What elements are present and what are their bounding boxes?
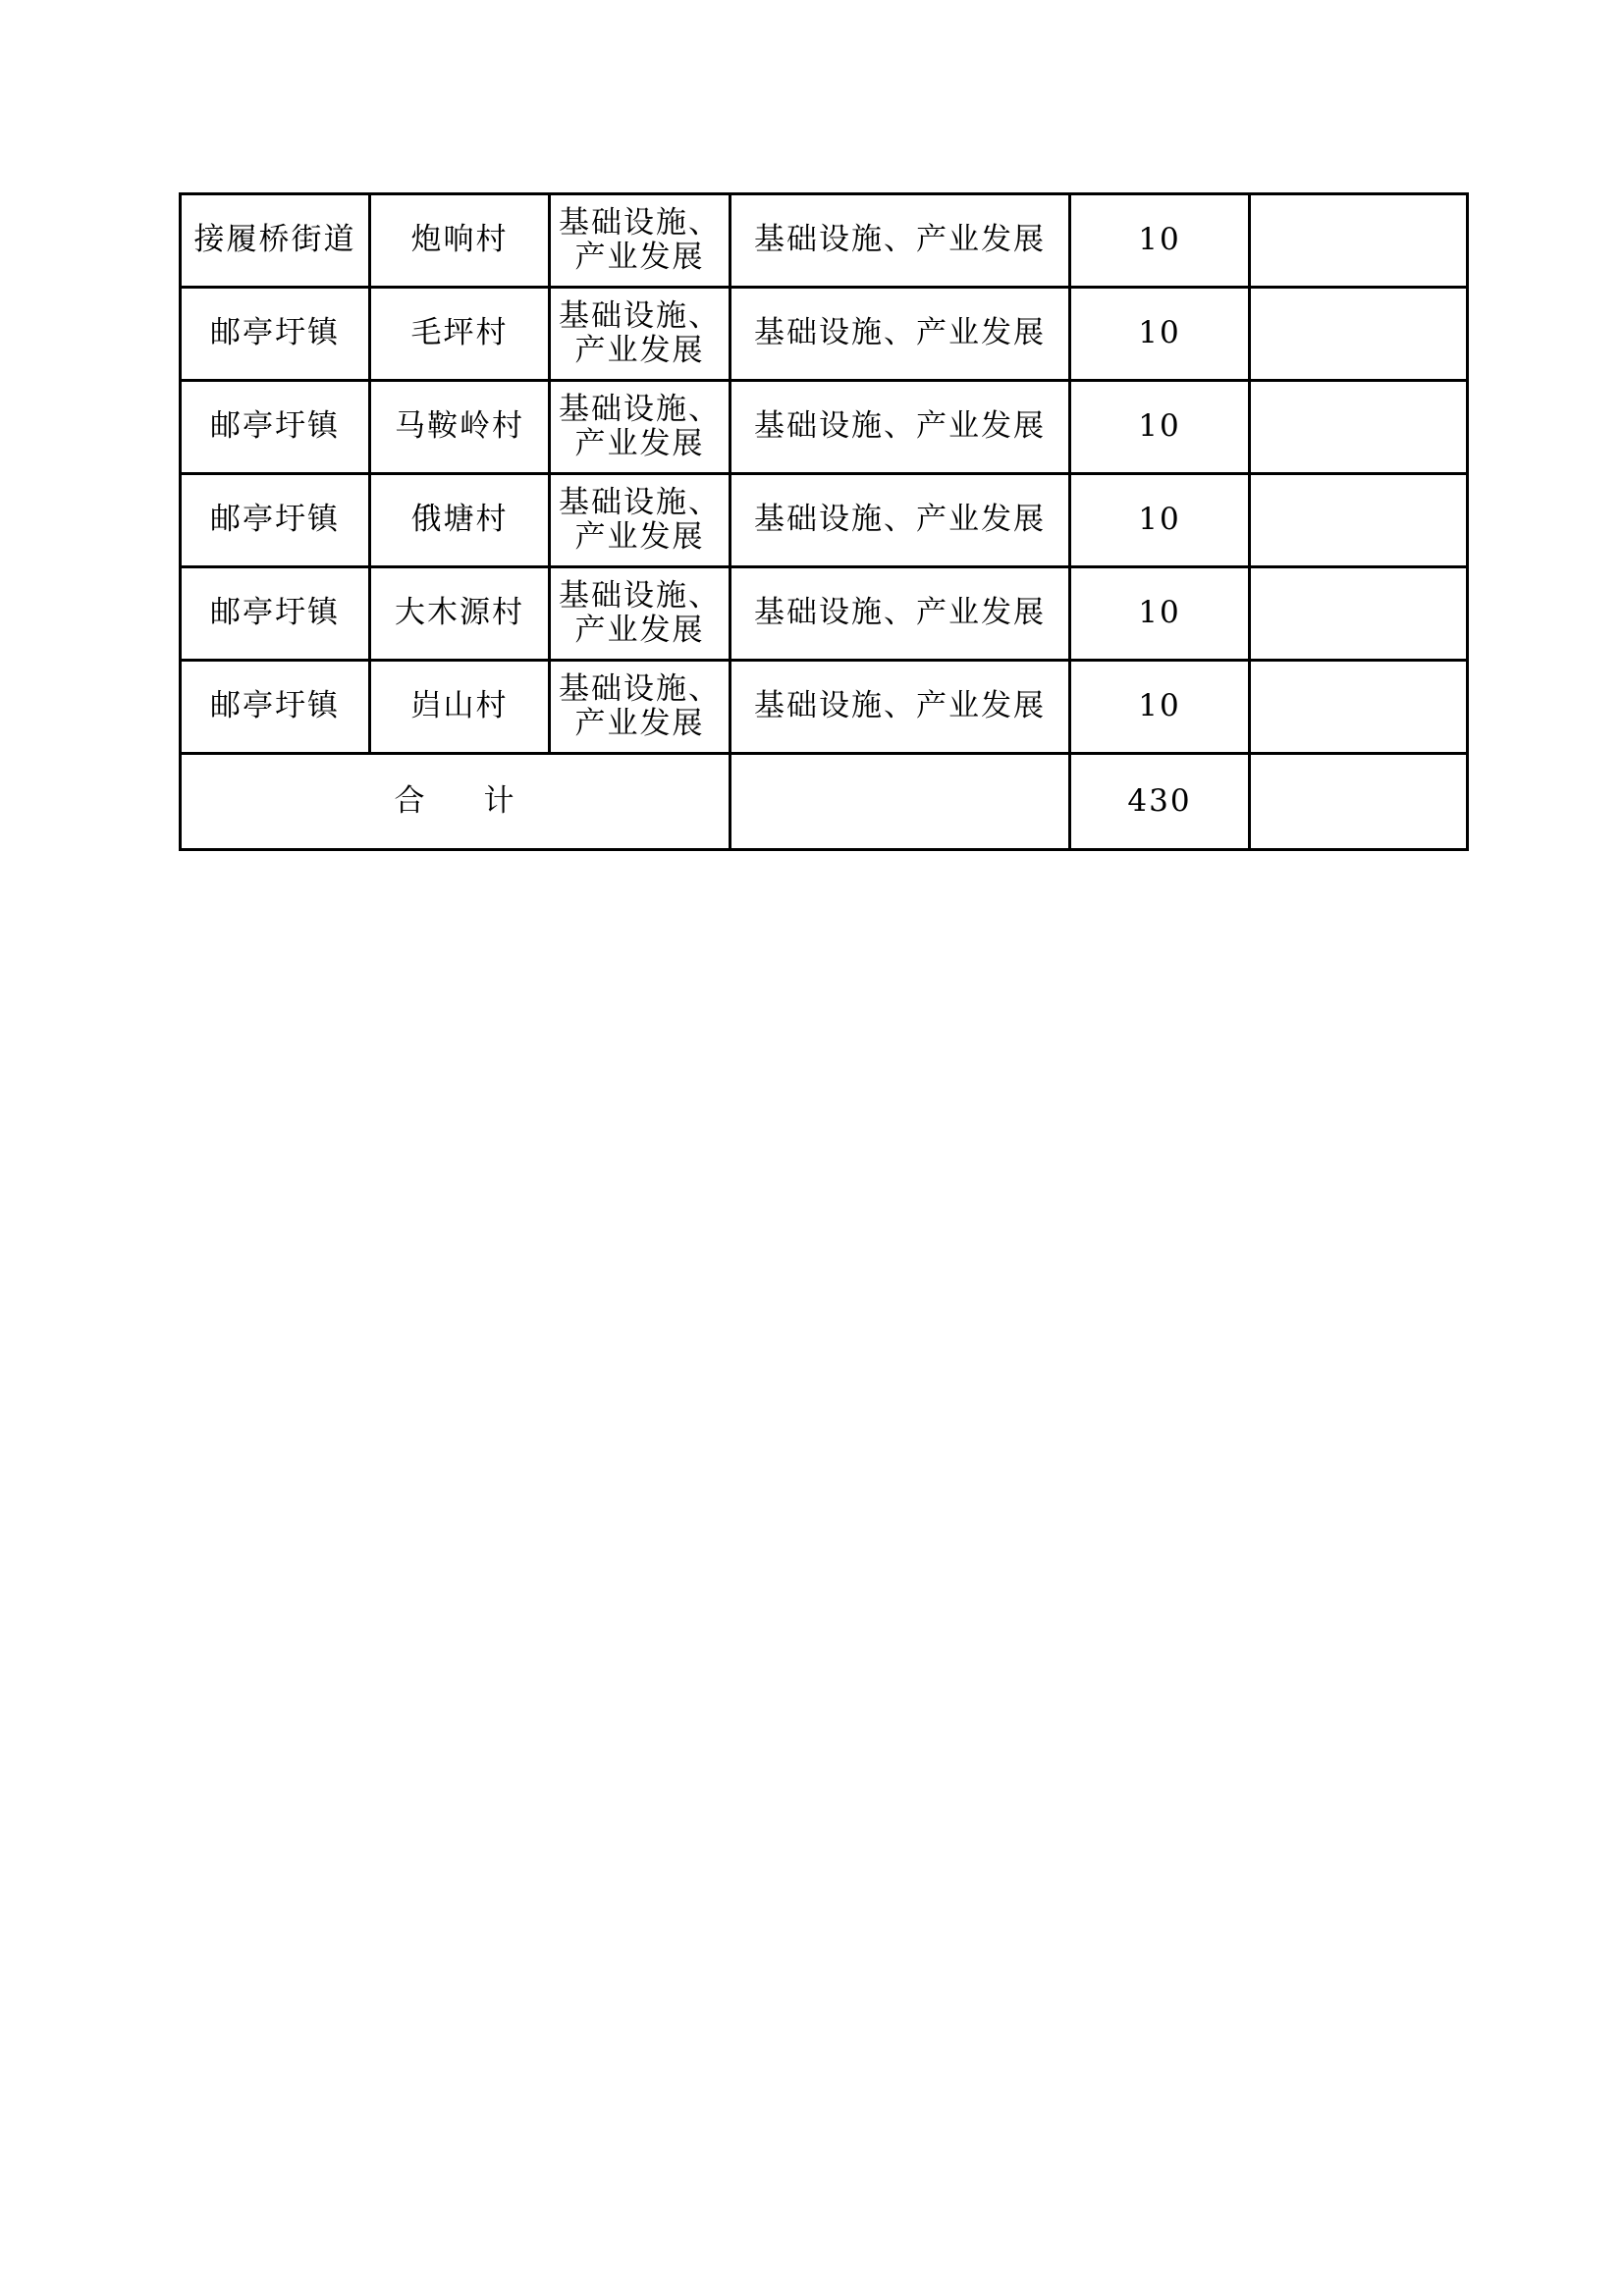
amount-cell: 10 (1070, 474, 1250, 567)
village-cell: 大木源村 (370, 567, 550, 661)
category-cell (550, 194, 731, 288)
total-label-part: 合 (394, 782, 427, 819)
table-row (181, 567, 1468, 661)
total-note-cell (1250, 754, 1468, 850)
table-row (181, 381, 1468, 474)
category-line: 基础设施、 (559, 485, 721, 521)
total-label-part: 计 (483, 782, 516, 819)
village-cell: 毛坪村 (370, 288, 550, 381)
town-cell: 邮亭圩镇 (181, 474, 370, 567)
category-cell (550, 567, 731, 661)
town-cell: 邮亭圩镇 (181, 661, 370, 754)
category-line: 基础设施、 (559, 578, 721, 614)
category-line: 产业发展 (574, 240, 705, 275)
category-line: 基础设施、 (559, 392, 721, 428)
category-cell (550, 474, 731, 567)
category-line: 基础设施、 (559, 298, 721, 335)
category-line: 产业发展 (574, 519, 705, 555)
content-cell: 基础设施、产业发展 (731, 381, 1070, 474)
table-row (181, 194, 1468, 288)
note-cell (1250, 288, 1468, 381)
content-cell: 基础设施、产业发展 (731, 567, 1070, 661)
total-amount-cell: 430 (1070, 754, 1250, 850)
category-line: 基础设施、 (559, 205, 721, 241)
table-row (181, 661, 1468, 754)
total-label-cell (181, 754, 731, 850)
amount-cell: 10 (1070, 194, 1250, 288)
total-content-cell (731, 754, 1070, 850)
note-cell (1250, 567, 1468, 661)
town-cell: 接履桥街道 (181, 194, 370, 288)
content-cell: 基础设施、产业发展 (731, 288, 1070, 381)
category-line: 基础设施、 (559, 671, 721, 708)
content-cell: 基础设施、产业发展 (731, 194, 1070, 288)
content-cell: 基础设施、产业发展 (731, 474, 1070, 567)
note-cell (1250, 661, 1468, 754)
amount-cell: 10 (1070, 567, 1250, 661)
amount-cell: 10 (1070, 381, 1250, 474)
category-line: 产业发展 (574, 613, 705, 648)
total-row (181, 754, 1468, 850)
amount-cell: 10 (1070, 288, 1250, 381)
category-line: 产业发展 (574, 333, 705, 368)
village-cell: 马鞍岭村 (370, 381, 550, 474)
amount-cell: 10 (1070, 661, 1250, 754)
village-cell: 俄塘村 (370, 474, 550, 567)
village-cell: 炮响村 (370, 194, 550, 288)
town-cell: 邮亭圩镇 (181, 288, 370, 381)
fund-allocation-table (179, 192, 1469, 851)
table-body (181, 194, 1468, 850)
note-cell (1250, 381, 1468, 474)
category-cell (550, 381, 731, 474)
category-cell (550, 661, 731, 754)
content-cell: 基础设施、产业发展 (731, 661, 1070, 754)
category-line: 产业发展 (574, 706, 705, 741)
category-line: 产业发展 (574, 426, 705, 461)
note-cell (1250, 474, 1468, 567)
note-cell (1250, 194, 1468, 288)
table-row (181, 288, 1468, 381)
village-cell: 岿山村 (370, 661, 550, 754)
category-cell (550, 288, 731, 381)
town-cell: 邮亭圩镇 (181, 567, 370, 661)
table-row (181, 474, 1468, 567)
town-cell: 邮亭圩镇 (181, 381, 370, 474)
